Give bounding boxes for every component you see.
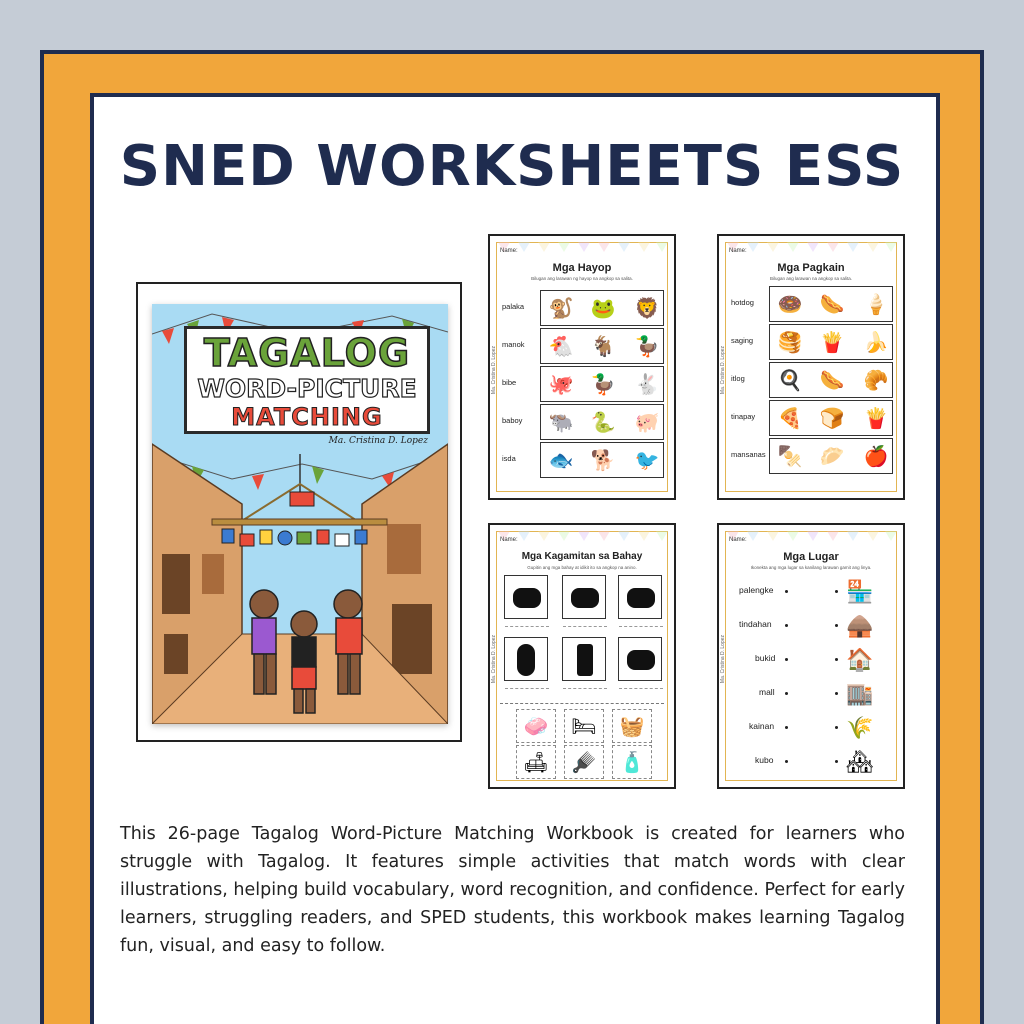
worksheet-row	[500, 442, 664, 478]
side-credit: Ma. Cristina D. Lopez	[720, 635, 726, 684]
picture-box	[540, 404, 664, 440]
place-label: kubo	[755, 755, 774, 765]
hotdog-icon: 🌭	[819, 294, 845, 316]
carabao-icon: 🐃	[548, 412, 574, 434]
worksheet-lugar	[717, 523, 905, 789]
bird-icon: 🐦	[634, 450, 660, 472]
book-cover-card	[136, 282, 462, 742]
worksheet-title: Mga Pagkain	[777, 262, 845, 274]
row-label: itlog	[731, 374, 745, 383]
worksheet-row	[729, 286, 893, 322]
worksheet-row	[500, 404, 664, 440]
towel-silhouette	[618, 575, 662, 619]
match-dot	[785, 658, 788, 661]
picture-box	[769, 362, 893, 398]
apple-icon: 🍎	[863, 446, 889, 468]
egg-icon: 🍳	[777, 370, 803, 392]
match-dot	[835, 760, 838, 763]
chicken-icon: 🐔	[548, 336, 574, 358]
cover-author: Ma. Cristina D. Lopez	[328, 436, 428, 446]
soap-icon: 🧼	[516, 709, 556, 743]
answer-line	[563, 688, 607, 689]
pig-icon: 🐖	[634, 412, 660, 434]
pizza-icon: 🍕	[777, 408, 803, 430]
row-label: tinapay	[731, 412, 756, 421]
place-label: bukid	[755, 653, 776, 663]
side-credit: Ma. Cristina D. Lopez	[720, 346, 726, 395]
croissant-icon: 🥐	[863, 370, 889, 392]
fish-icon: 🐟	[548, 450, 574, 472]
row-label: manok	[502, 340, 525, 349]
answer-line	[563, 626, 607, 627]
silhouette-shape	[517, 644, 535, 676]
worksheet-instruction: Bilugan ang larawan ng hayop na angkop sa salita.	[531, 276, 633, 281]
match-dot	[835, 658, 838, 661]
bread-icon: 🍞	[819, 408, 845, 430]
market-icon: 🏪	[846, 579, 874, 604]
row-label: mansanas	[731, 450, 766, 459]
ice-cream-icon: 🍦	[863, 294, 889, 316]
row-label: baboy	[502, 416, 523, 425]
worksheet-row	[729, 400, 893, 436]
place-label: tindahan	[739, 619, 772, 629]
worksheet-pagkain	[717, 234, 905, 500]
worksheet-row	[729, 362, 893, 398]
place-label: palengke	[739, 585, 774, 595]
sausage-icon: 🌭	[819, 370, 845, 392]
worksheet-kagamitan	[488, 523, 676, 789]
silhouette-shape	[627, 650, 655, 670]
bottle-icon: 🧴	[612, 745, 652, 779]
brush-icon: 🪮	[564, 745, 604, 779]
name-label: Name:	[500, 248, 518, 254]
bed-silhouette	[562, 575, 606, 619]
cover-title-line3: MATCHING	[231, 403, 383, 431]
fries-icon: 🍟	[819, 332, 845, 354]
match-dot	[835, 624, 838, 627]
lion-icon: 🦁	[634, 298, 660, 320]
answer-line	[619, 626, 663, 627]
match-dot	[835, 590, 838, 593]
frog-icon: 🐸	[590, 298, 616, 320]
silhouette-shape	[627, 588, 655, 608]
place-label: mall	[759, 687, 775, 697]
dumpling-icon: 🥟	[819, 446, 845, 468]
match-dot	[835, 692, 838, 695]
worksheet-title: Mga Hayop	[552, 262, 612, 274]
pillow-silhouette	[504, 575, 548, 619]
worksheet-hayop	[488, 234, 676, 500]
brush-silhouette	[504, 637, 548, 681]
picture-box	[540, 442, 664, 478]
picture-box	[769, 286, 893, 322]
side-credit: Ma. Cristina D. Lopez	[491, 635, 497, 684]
pancake-icon: 🥞	[777, 332, 803, 354]
bottle-silhouette	[562, 637, 606, 681]
name-label: Name:	[729, 248, 747, 254]
cover-title-line1: TAGALOG	[203, 331, 411, 375]
fries-icon: 🍟	[863, 408, 889, 430]
cover-title-box	[184, 326, 430, 434]
name-label: Name:	[500, 537, 518, 543]
row-label: hotdog	[731, 298, 754, 307]
skewer-icon: 🍢	[777, 446, 803, 468]
octopus-icon: 🐙	[548, 374, 574, 396]
bunting-decoration	[498, 242, 668, 258]
duck-icon: 🦆	[634, 336, 660, 358]
worksheet-row	[729, 438, 893, 474]
match-dot	[785, 760, 788, 763]
picture-box	[540, 290, 664, 326]
worksheet-instruction: Gupitin ang mga bahay at idikit ito sa angkop na anino.	[527, 565, 637, 570]
match-dot	[835, 726, 838, 729]
worksheet-title: Mga Lugar	[783, 551, 839, 563]
village-icon: 🏘	[846, 749, 874, 774]
cover-title-line2: WORD-PICTURE	[197, 374, 417, 403]
worksheet-row	[500, 366, 664, 402]
worksheet-row	[500, 290, 664, 326]
snake-icon: 🐍	[590, 412, 616, 434]
soap-silhouette	[618, 637, 662, 681]
picture-box	[769, 438, 893, 474]
answer-line	[619, 688, 663, 689]
donut-icon: 🍩	[777, 294, 803, 316]
name-label: Name:	[729, 537, 747, 543]
picture-box	[769, 324, 893, 360]
worksheet-title: Mga Kagamitan sa Bahay	[521, 551, 643, 562]
bunting-decoration	[727, 531, 897, 547]
rabbit-icon: 🐇	[634, 374, 660, 396]
mall-icon: 🏬	[846, 681, 874, 706]
picture-box	[540, 366, 664, 402]
answer-line	[505, 688, 549, 689]
match-dot	[785, 590, 788, 593]
banana-icon: 🍌	[863, 332, 889, 354]
place-label: kainan	[749, 721, 775, 731]
field-icon: 🌾	[846, 715, 874, 740]
page-title: SNED WORKSHEETS ESS	[119, 134, 905, 199]
hut-icon: 🛖	[846, 613, 874, 638]
product-description: This 26-page Tagalog Word-Picture Matching Workbook is created for learners who struggle with Tagalog. It features simple activities that match words with clear illustrations, helping build vocabulary, word recognition, and confidence. Perfect for early learners, struggling readers, and SPED students, this workbook makes learning Tagalog fun, visual, and easy to follow.	[120, 824, 905, 956]
picture-box	[769, 400, 893, 436]
book-cover-image	[152, 304, 448, 724]
worksheet-instruction: Ikonekta ang mga lugar sa kanilang larawan gamit ang linya.	[750, 565, 872, 570]
match-dot	[785, 692, 788, 695]
bed-icon: 🛏	[564, 709, 604, 743]
cut-line	[500, 703, 664, 704]
side-credit: Ma. Cristina D. Lopez	[491, 346, 497, 395]
row-label: saging	[731, 336, 754, 345]
goat-icon: 🐐	[590, 336, 616, 358]
row-label: bibe	[502, 378, 517, 387]
towel-icon: 🧺	[612, 709, 652, 743]
silhouette-shape	[513, 588, 541, 608]
bunting-decoration	[727, 242, 897, 258]
picture-box	[540, 328, 664, 364]
store-icon: 🏠	[846, 647, 874, 672]
row-label: isda	[502, 454, 516, 463]
monkey-icon: 🐒	[548, 298, 574, 320]
match-dot	[785, 726, 788, 729]
pillow-icon: 🛋	[516, 745, 556, 779]
silhouette-shape	[571, 588, 599, 608]
worksheet-instruction: Bilugan ang larawan na angkop sa salita.	[769, 276, 853, 281]
match-dot	[785, 624, 788, 627]
worksheet-row	[729, 324, 893, 360]
bunting-decoration	[498, 531, 668, 547]
row-label: palaka	[502, 302, 525, 311]
duck-icon: 🦆	[590, 374, 616, 396]
silhouette-shape	[577, 644, 593, 676]
answer-line	[505, 626, 549, 627]
dog-icon: 🐕	[590, 450, 616, 472]
worksheet-row	[500, 328, 664, 364]
